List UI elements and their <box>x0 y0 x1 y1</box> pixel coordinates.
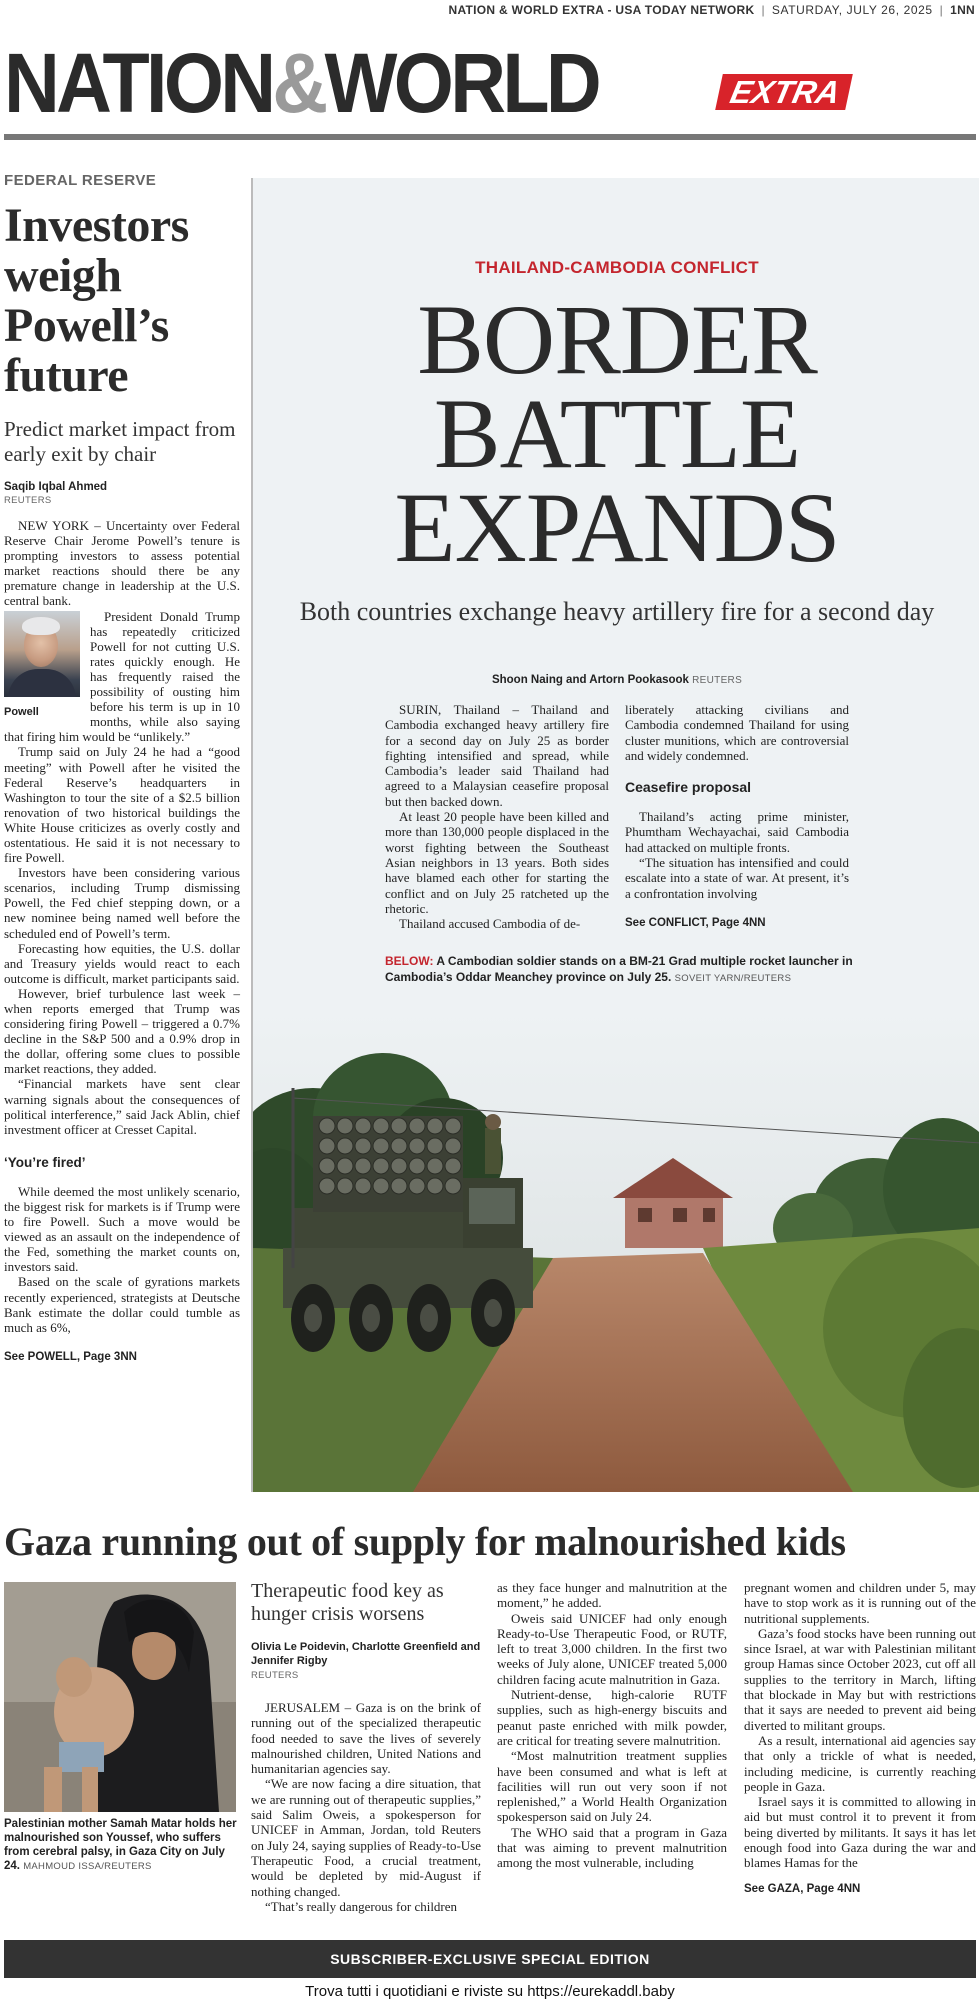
network-label: NATION & WORLD EXTRA - USA TODAY NETWORK <box>448 3 755 17</box>
paragraph: Oweis said UNICEF had only enough Ready-to-Use Therapeutic Food, or RUTF, left to treat 3,000 children. In the first two weeks of July alone, UNICEF treated 5,000 children facing acute malnutrition in Gaza. <box>497 1610 727 1687</box>
paragraph: Trump said on July 24 he had a “good meeting” with Powell after he visited the Federal Reserve’s headquarters in Washington to tour the site of a $2.5 billion renovation of two historical buildings the White House criticizes as overly costly and ostentatious. He said it is not necessary to fire Powell. <box>4 744 240 866</box>
photo-caption: BELOW: A Cambodian soldier stands on a BM-21 Grad multiple rocket launcher in Cambodia’s Oddar Meanchey province on July 25. SOVEIT YARN/REUTERS <box>385 954 853 984</box>
paragraph: Gaza’s food stocks have been running out since Israel, at war with Palestinian militant group Hamas since October 2023, cut off all supplies to the territory in March, lifting that blockade in May but with restrictions that it says are needed to prevent aid being diverted to militant groups. <box>744 1625 976 1733</box>
paragraph: Forecasting how equities, the U.S. dollar and Treasury yields would react to each outcome is difficult, market participants said. <box>4 940 240 986</box>
section-kicker: FEDERAL RESERVE <box>4 172 157 189</box>
jump-link[interactable]: See CONFLICT, Page 4NN <box>625 916 766 929</box>
paragraph: Investors have been considering various scenarios, including Trump dismissing Powell, the Fed chief stepping down, or a new nominee being named well before the scheduled end of Powell’s term. <box>4 865 240 941</box>
separator: | <box>761 3 765 17</box>
paragraph: NEW YORK – Uncertainty over Federal Reserve Chair Jerome Powell’s tenure is prompting investors to assess potential market reactions should there be any premature change in leadership at the U.S. central bank. <box>4 518 240 609</box>
rocket-launcher-photo <box>253 1008 979 1492</box>
paragraph: Nutrient-dense, high-calorie RUTF supplies, such as high-energy biscuits and peanut paste enriched with milk powder, are critical for treating severe malnutrition. <box>497 1687 727 1748</box>
text-column <box>744 1580 976 1895</box>
paragraph: However, brief turbulence last week – when reports emerged that Trump was considering firing Powell – triggered a 0.7% decline in the S&P 500 and a 0.9% drop in the dollar, offering some clues to possible market reactions, they added. <box>4 985 240 1077</box>
mother-and-child-photo <box>4 1582 236 1812</box>
text-column <box>497 1580 727 1871</box>
story-subhead: Therapeutic food key as hunger crisis worsens <box>251 1580 444 1625</box>
story-subsection: Ceasefire proposal <box>625 779 752 796</box>
page-number: 1NN <box>950 3 975 17</box>
story-subhead: Predict market impact from early exit by chair <box>4 417 236 466</box>
paragraph: While deemed the most unlikely scenario, the biggest risk for markets is if Trump were to fire Powell. Such a move would be viewed as an assault on the independence of the Fed, something the market counts on, investors said. <box>4 1183 240 1275</box>
paragraph: “That’s really dangerous for children <box>265 1898 458 1914</box>
mugshot-caption: Powell <box>4 705 39 718</box>
story-body <box>4 518 240 609</box>
story-subhead: Both countries exchange heavy artillery fire for a second day <box>299 597 935 626</box>
paragraph: liberately attacking civilians and Cambodia condemned Thailand for using cluster munitions, which are controversial and widely condemned. <box>625 702 849 763</box>
paragraph: “We are now facing a dire situation, that we are running out of therapeutic supplies,” said Salim Oweis, a spokesperson for UNICEF in Amman, Jordan, told Reuters on July 24, saying supplies of Ready-to-Use Therapeutic Food, a crucial treatment, would be depleted by mid-August if nothing changed. <box>251 1776 482 1899</box>
section-kicker: THAILAND-CAMBODIA CONFLICT <box>475 258 759 277</box>
issue-date: SATURDAY, JULY 26, 2025 <box>771 3 933 17</box>
byline: Saqib Iqbal Ahmed <box>4 481 108 493</box>
paragraph: Thailand accused Cambodia of de- <box>399 916 581 932</box>
story-headline[interactable]: BORDER BATTLE EXPANDS <box>394 284 840 583</box>
border-story <box>251 178 979 1492</box>
powell-story <box>4 172 240 1363</box>
story-headline[interactable]: Gaza running out of supply for malnourished kids <box>4 1519 846 1564</box>
jump-link[interactable]: See GAZA, Page 4NN <box>744 1882 861 1895</box>
story-headline[interactable]: Investors weigh Powell’s future <box>4 199 189 402</box>
paragraph: pregnant women and children under 5, may have to stop work as it is running out of the nutritional supplements. <box>744 1580 976 1626</box>
masthead <box>4 38 974 128</box>
byline-credit: REUTERS <box>4 495 52 506</box>
extra-badge: EXTRA <box>715 74 853 110</box>
paragraph: Based on the scale of gyrations markets recently experienced, strategists at Deutsche Bank estimate the dollar could tumble as much as 6%, <box>4 1274 240 1335</box>
top-info-bar <box>0 0 980 22</box>
paragraph: President Donald Trump has repeatedly criticized Powell for not cutting U.S. rates quickly enough. He has frequently raised the possibility of ousting him before his term is up in 10 months, while also saying that firing him would be “unlikely.” <box>4 608 240 745</box>
paragraph: As a result, international aid agencies say that only a trickle of what is needed, including medicine, is currently reaching people in Gaza. <box>744 1732 976 1794</box>
text-column <box>251 1700 481 1914</box>
jump-link[interactable]: See POWELL, Page 3NN <box>4 1350 137 1363</box>
footer-link[interactable]: Trova tutti i quotidiani e riviste su https://eurekaddl.baby <box>305 1983 675 2000</box>
paragraph: JERUSALEM – Gaza is on the brink of running out of the specialized therapeutic food needed to save the lives of severely malnourished children, United Nations and humanitarian agencies say. <box>251 1700 481 1777</box>
story-body <box>4 609 240 1137</box>
byline-credit: REUTERS <box>251 1670 299 1681</box>
subscriber-edition-banner: SUBSCRIBER-EXCLUSIVE SPECIAL EDITION <box>4 1940 976 1978</box>
masthead-logo: NATION&WORLD <box>4 36 599 130</box>
paragraph: At least 20 people have been killed and more than 130,000 people displaced in the worst fighting between the Southeast Asian neighbors in 13 years. Both sides have blamed each other for starting the conflict and on July 25 ratcheted up the rhetoric. <box>385 809 609 916</box>
paragraph: SURIN, Thailand – Thailand and Cambodia exchanged heavy artillery fire for a second day on July 25 as border fighting intensified and spread, while Cambodia’s leader said Thailand had agreed to a Malaysian ceasefire proposal but then backed down. <box>385 702 609 809</box>
photo-credit: SOVEIT YARN/REUTERS <box>674 973 792 984</box>
separator: | <box>939 3 944 17</box>
text-column <box>625 702 849 931</box>
byline: Olivia Le Poidevin, Charlotte Greenfield and Jennifer Rigby <box>251 1641 481 1667</box>
paragraph: as they face hunger and malnutrition at the moment,” he added. <box>497 1580 727 1611</box>
powell-mugshot <box>4 611 84 720</box>
byline: Shoon Naing and Artorn Pookasook REUTERS <box>491 674 743 686</box>
masthead-rule <box>4 134 976 140</box>
paragraph: The WHO said that a program in Gaza that was aiming to prevent malnutrition among the most vulnerable, including <box>497 1824 727 1871</box>
story-body <box>4 1184 240 1335</box>
text-column <box>385 702 609 931</box>
paragraph: “Most malnutrition treatment supplies have been consumed and what is left at facilities will run out very soon if not replenished,” a World Health Organization spokesperson said on July 24. <box>497 1748 727 1825</box>
byline-credit: REUTERS <box>692 675 743 686</box>
story-body <box>385 702 849 931</box>
powell-photo <box>4 611 80 697</box>
paragraph: Israel says it is committed to allowing in aid but must control it to prevent it from being diverted by militants. It says it has let enough food into Gaza during the war and blames Hamas for the <box>744 1794 976 1871</box>
paragraph: “The situation has intensified and could escalate into a state of war. At present, it’s a confrontation involving <box>625 855 849 901</box>
paragraph: “Financial markets have sent clear warning signals about the consequences of political interference,” said Jack Ablin, chief investment officer at Cresset Capital. <box>4 1076 240 1137</box>
paragraph: Thailand’s acting prime minister, Phumtham Wechayachai, said Cambodia had attacked on multiple fronts. <box>625 809 849 855</box>
photo-credit: MAHMOUD ISSA/REUTERS <box>23 1861 152 1872</box>
story-subsection: ‘You’re fired’ <box>4 1154 86 1170</box>
photo-caption: Palestinian mother Samah Matar holds her malnourished son Youssef, who suffers from cerebral palsy, in Gaza City on July 24. MAHMOUD ISSA/REUTERS <box>4 1818 237 1872</box>
